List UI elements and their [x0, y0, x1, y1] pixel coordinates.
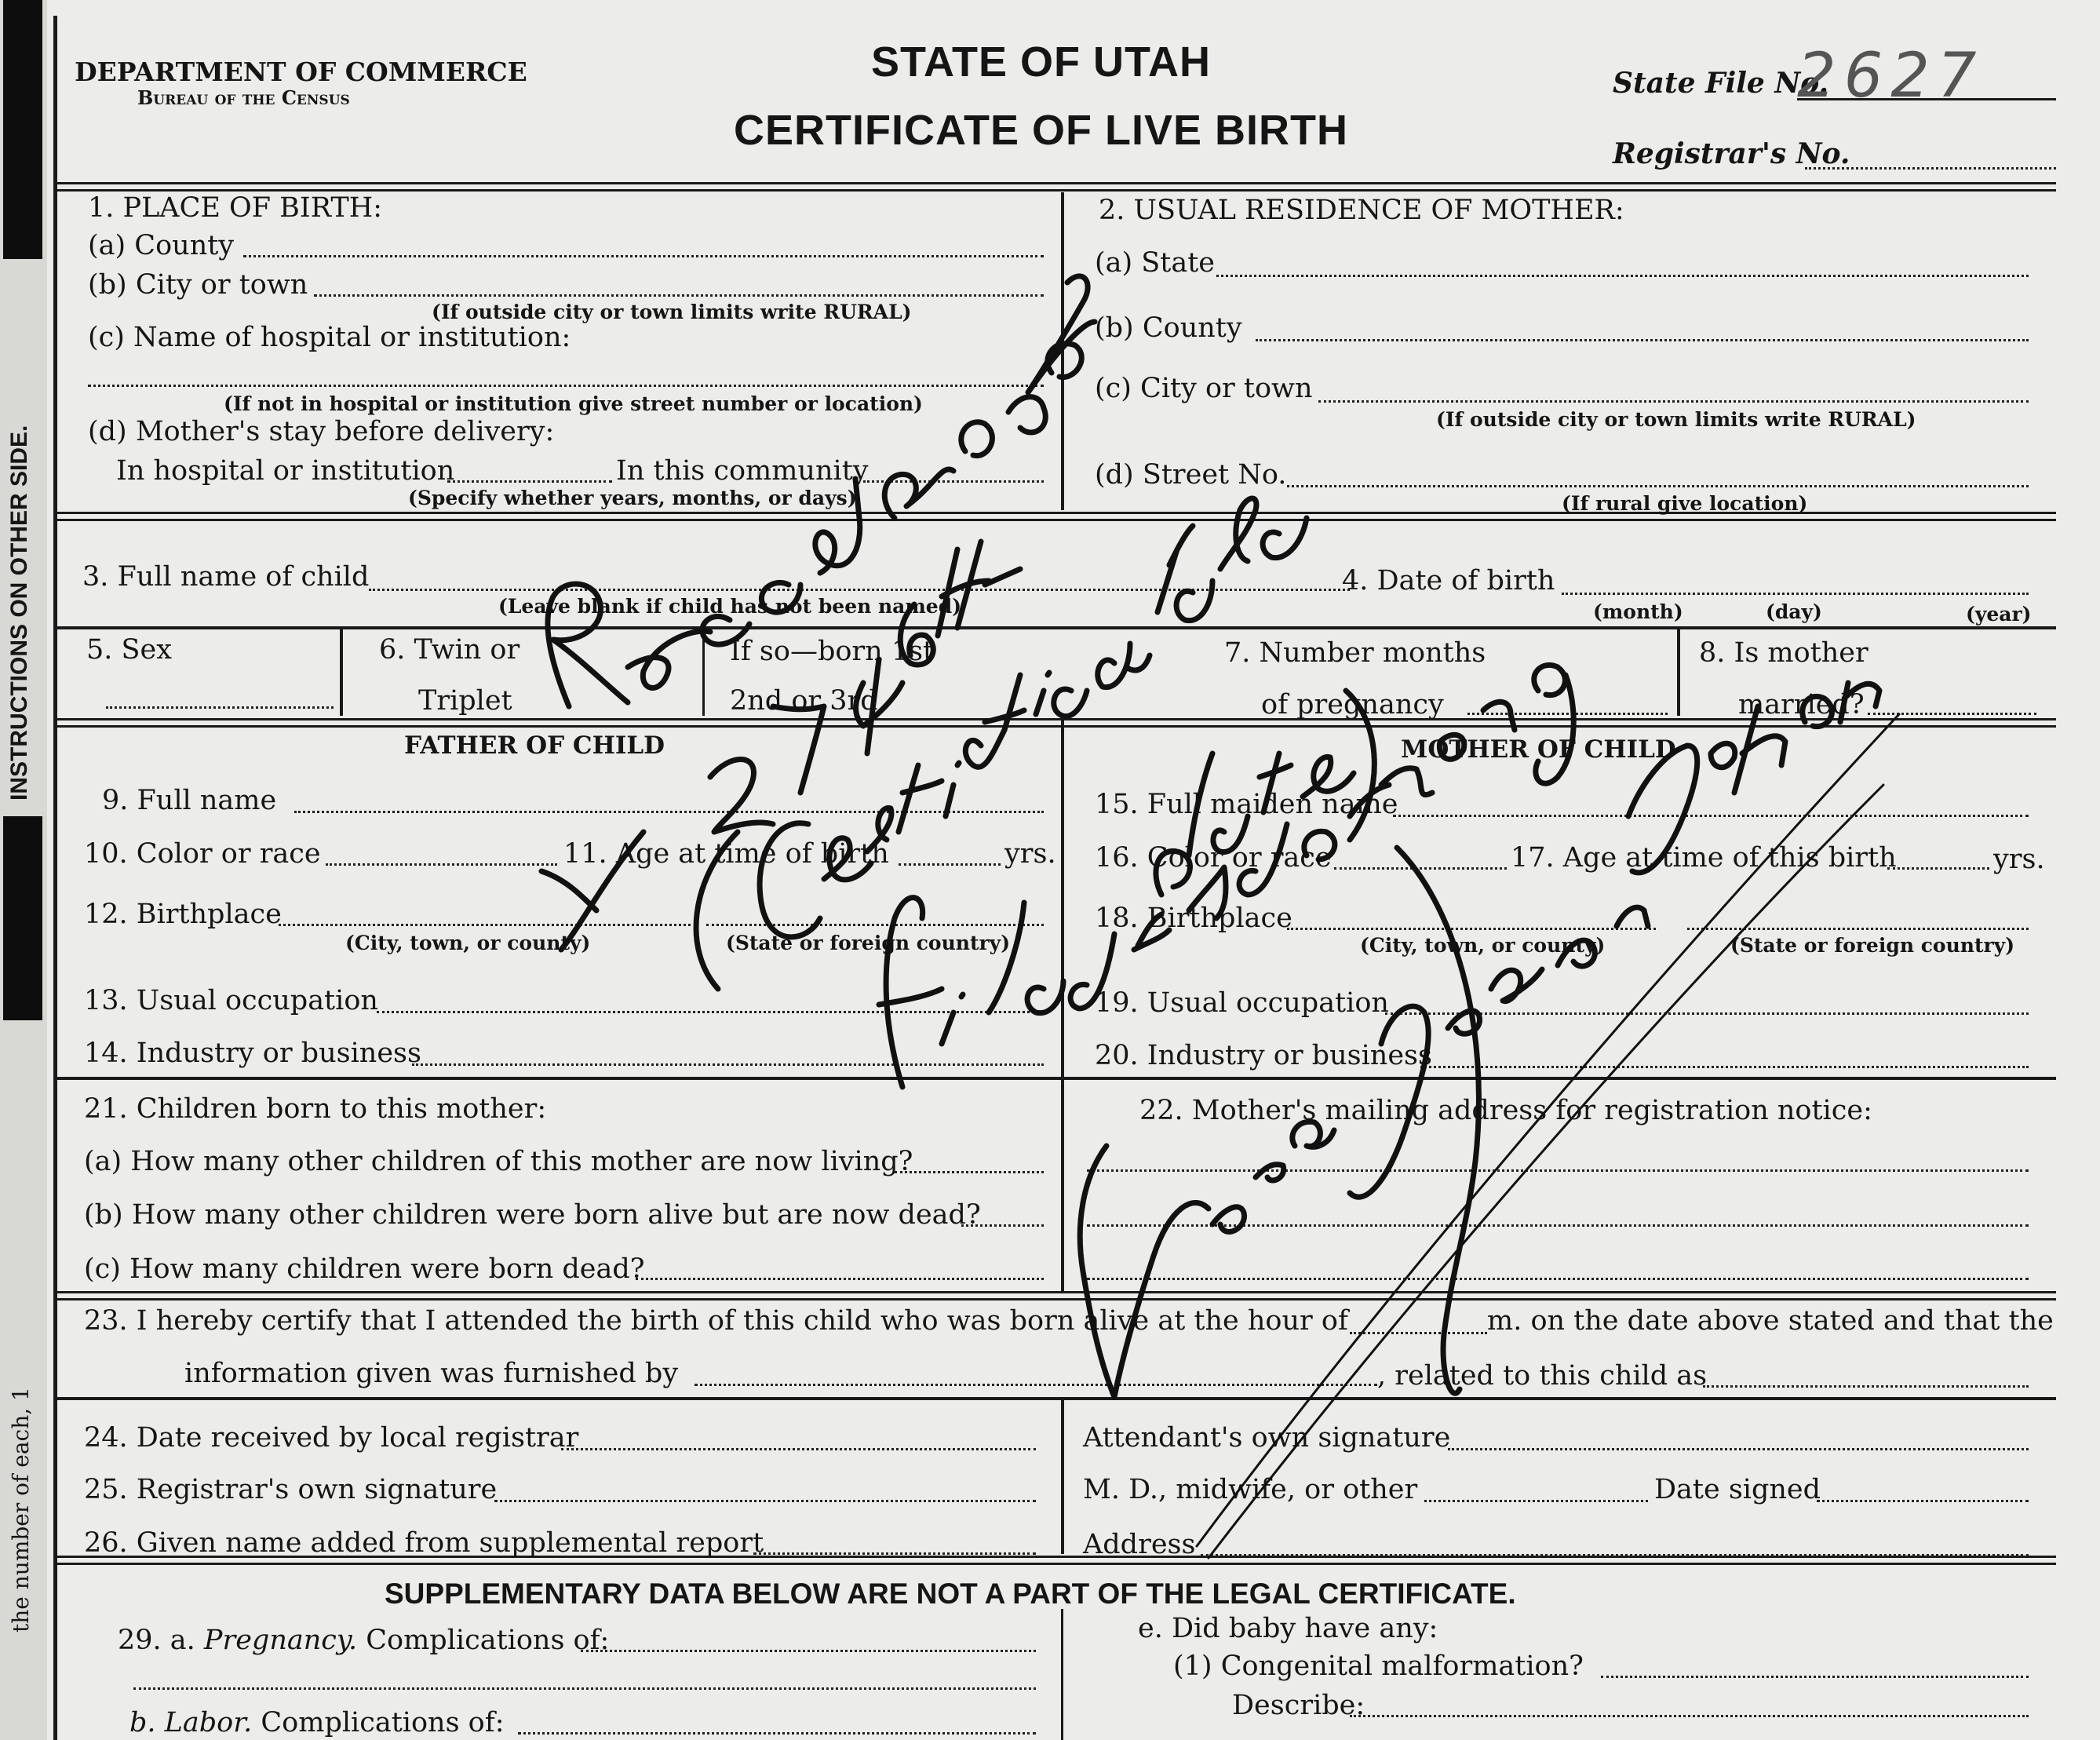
married-label-2: married?	[1738, 689, 1865, 720]
res-street-label: (d) Street No.	[1095, 459, 1287, 491]
father-state-note: (State or foreign country)	[726, 932, 1011, 954]
twin-label: 6. Twin or	[379, 634, 520, 666]
supplementary-title: SUPPLEMENTARY DATA BELOW ARE NOT A PART OF THE LEGAL CERTIFICATE.	[385, 1578, 1516, 1610]
res-city-note: (If outside city or town limits write RURAL)	[1436, 408, 1916, 431]
date-signed-label: Date signed	[1654, 1474, 1821, 1505]
father-occupation-label: 13. Usual occupation	[84, 985, 378, 1016]
triplet-label: Triplet	[418, 685, 512, 717]
ifso-label: If so—born 1st	[730, 636, 935, 667]
mailing-title: 22. Mother's mailing address for registration notice:	[1139, 1095, 1872, 1126]
md-label: M. D., midwife, or other	[1083, 1474, 1418, 1505]
attendant-signature-label: Attendant's own signature	[1083, 1422, 1451, 1454]
children-dead-label: (b) How many other children were born alive but are now dead?	[84, 1199, 981, 1231]
pregnancy-num: 29. a.	[118, 1625, 195, 1656]
res-street-note: (If rural give location)	[1562, 492, 1808, 515]
children-living-label: (a) How many other children of this mother are now living?	[84, 1146, 913, 1177]
father-yrs: yrs.	[1004, 838, 1056, 870]
sex-label: 5. Sex	[86, 634, 172, 666]
father-city-note: (City, town, or county)	[345, 932, 591, 954]
dob-day: (day)	[1766, 600, 1822, 623]
given-name-label: 26. Given name added from supplemental report	[84, 1527, 764, 1559]
hospital-note: (If not in hospital or institution give street number or location)	[224, 392, 923, 415]
father-title: FATHER OF CHILD	[404, 731, 665, 760]
labor-em: b. Labor.	[129, 1707, 253, 1738]
pregnancy-em: Pregnancy.	[203, 1625, 358, 1656]
city-note: (If outside city or town limits write RURAL)	[432, 301, 912, 323]
describe-label: Describe:	[1232, 1690, 1365, 1721]
department-label: DEPARTMENT OF COMMERCE	[75, 57, 527, 87]
dob-month: (month)	[1593, 600, 1683, 623]
mother-color-label: 16. Color or race	[1095, 842, 1332, 874]
city-label: (b) City or town	[88, 269, 308, 301]
number-side-note: the number of each, 1	[8, 1387, 34, 1632]
stay-note: (Specify whether years, months, or days)	[408, 487, 857, 509]
res-county-label: (b) County	[1095, 312, 1242, 344]
res-state-label: (a) State	[1095, 247, 1215, 279]
father-color-label: 10. Color or race	[84, 838, 321, 870]
registrar-label: Registrar's No.	[1613, 137, 1850, 170]
date-received-label: 24. Date received by local registrar	[84, 1422, 579, 1454]
state-file-label: State File No.	[1613, 67, 1829, 100]
father-birthplace-label: 12. Birthplace	[84, 899, 282, 930]
certify-related: , related to this child as	[1377, 1360, 1708, 1392]
months-label: 7. Number months	[1224, 637, 1486, 669]
place-of-birth-title: 1. PLACE OF BIRTH:	[88, 192, 383, 224]
father-name-label: 9. Full name	[102, 785, 277, 816]
residence-title: 2. USUAL RESIDENCE OF MOTHER:	[1099, 195, 1624, 226]
bureau-label: Bureau of the Census	[137, 86, 350, 109]
mother-occupation-label: 19. Usual occupation	[1095, 987, 1389, 1019]
state-title: STATE OF UTAH	[871, 38, 1211, 86]
child-name-label: 3. Full name of child	[82, 561, 370, 593]
county-label: (a) County	[88, 230, 235, 261]
mother-age-label: 17. Age at time of this birth	[1511, 842, 1897, 874]
stay-community-label: In this community	[616, 455, 869, 487]
state-file-number: 2627	[1797, 41, 1985, 111]
mother-yrs: yrs.	[1993, 844, 2045, 875]
certify-m: m. on the date above stated and that the	[1487, 1305, 2054, 1337]
stillborn-label: (c) How many children were born dead?	[84, 1253, 645, 1285]
mother-name-label: 15. Full maiden name	[1095, 789, 1398, 820]
order-label: 2nd or 3rd	[730, 685, 878, 717]
mother-state-note: (State or foreign country)	[1730, 934, 2015, 957]
instructions-side-note: INSTRUCTIONS ON OTHER SIDE.	[6, 425, 32, 801]
certificate-title: CERTIFICATE OF LIVE BIRTH	[734, 107, 1348, 154]
mother-title: MOTHER OF CHILD	[1401, 735, 1676, 764]
hospital-label: (c) Name of hospital or institution:	[88, 322, 571, 353]
child-name-note: (Leave blank if child has not been named)	[498, 595, 962, 618]
mother-city-note: (City, town, or county)	[1360, 934, 1606, 957]
married-label-1: 8. Is mother	[1699, 637, 1868, 669]
stay-hospital-label: In hospital or institution	[116, 455, 455, 487]
children-title: 21. Children born to this mother:	[84, 1093, 547, 1125]
mother-industry-label: 20. Industry or business	[1095, 1040, 1432, 1071]
father-industry-label: 14. Industry or business	[84, 1038, 421, 1069]
father-age-label: 11. Age at time of birth	[563, 838, 889, 870]
pregnancy-label: of pregnancy	[1261, 689, 1444, 720]
dob-year: (year)	[1966, 603, 2032, 626]
address-label: Address	[1083, 1529, 1196, 1560]
pregnancy-rest: Complications of:	[366, 1625, 610, 1656]
mother-birthplace-label: 18. Birthplace	[1095, 903, 1292, 934]
stay-label: (d) Mother's stay before delivery:	[88, 416, 555, 447]
registrar-signature-label: 25. Registrar's own signature	[84, 1474, 498, 1505]
baby-any-label: e. Did baby have any:	[1138, 1613, 1438, 1644]
certify-line-2: information given was furnished by	[184, 1358, 679, 1389]
res-city-label: (c) City or town	[1095, 373, 1313, 404]
certify-line-1: 23. I hereby certify that I attended the birth of this child who was born alive at the hour of	[84, 1305, 1348, 1337]
malformation-label: (1) Congenital malformation?	[1173, 1651, 1584, 1682]
dob-label: 4. Date of birth	[1342, 565, 1555, 596]
labor-rest: Complications of:	[261, 1707, 505, 1738]
